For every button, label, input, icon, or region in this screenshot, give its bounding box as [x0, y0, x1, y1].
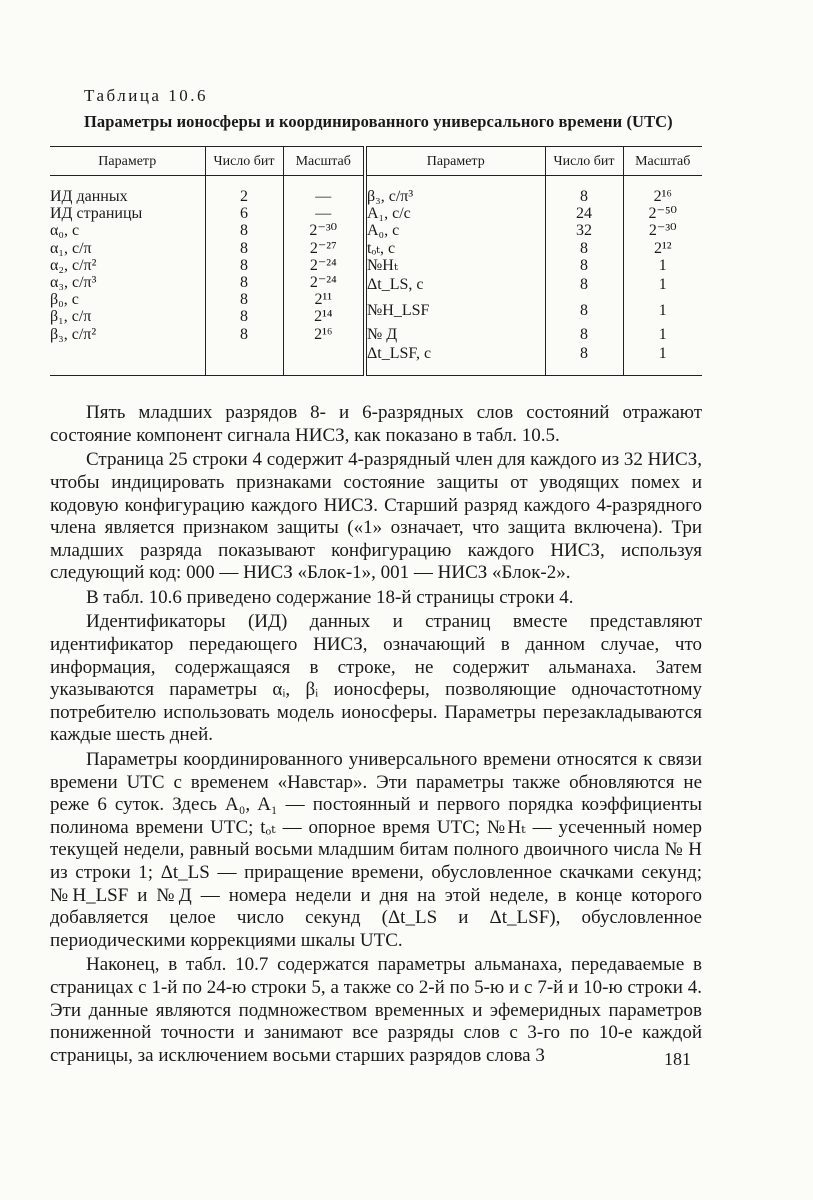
right-bits-cell: 8	[580, 345, 588, 363]
left-bits-cell: 6	[240, 205, 248, 223]
left-scale-cell: 2⁻²⁴	[309, 256, 337, 274]
left-scale-cell: 2¹⁶	[314, 325, 333, 343]
right-bits-cell: 8	[580, 275, 588, 293]
left-param-cell: β₀, с	[50, 291, 79, 309]
left-bits-column	[205, 176, 283, 376]
left-scale-cell: —	[315, 188, 332, 205]
paragraph: В табл. 10.6 приведено содержание 18-й страницы строки 4.	[86, 586, 574, 608]
page	[50, 86, 702, 1069]
right-param-cell: Δt_LSF, с	[367, 345, 432, 363]
left-scale-cell: 2¹⁴	[314, 308, 333, 326]
left-scale-cell: 2¹¹	[314, 291, 333, 309]
left-param-cell: α₃, с/π³	[50, 273, 97, 291]
left-bits-cell: 8	[240, 308, 248, 326]
left-param-cell: α₂, с/π²	[50, 256, 97, 274]
left-param-cell: ИД страницы	[50, 205, 143, 223]
left-bits-cell: 8	[240, 325, 248, 343]
left-param-cell: ИД данных	[50, 188, 128, 205]
right-param-column	[365, 176, 545, 376]
left-bits-cell: 8	[240, 222, 248, 240]
right-bits-cell: 8	[580, 239, 588, 257]
right-bits-cell: 8	[580, 256, 588, 274]
right-param-cell: № Д	[367, 325, 398, 343]
left-scale-cell: 2⁻²⁴	[309, 273, 337, 291]
right-bits-cell: 8	[580, 301, 588, 319]
left-param-cell: α₁, с/π	[50, 239, 92, 257]
left-param-column	[50, 176, 205, 376]
right-scale-cell: 2⁻⁵⁰	[648, 205, 677, 223]
right-param-cell: A₁, с/с	[367, 205, 411, 223]
left-scale-column	[283, 176, 365, 376]
right-param-cell: A₀, с	[367, 222, 400, 240]
left-bits-cell: 2	[240, 188, 248, 205]
left-scale-cell: —	[315, 205, 332, 223]
col-header-param-left: Параметр	[50, 147, 205, 176]
left-bits-cell: 8	[240, 291, 248, 309]
left-bits-cell: 8	[240, 239, 248, 257]
left-scale-cell: 2⁻³⁰	[309, 222, 338, 240]
table-header-row	[50, 147, 702, 176]
left-param-cell: β₁, с/π	[50, 308, 92, 326]
right-scale-cell: 1	[658, 325, 667, 343]
paragraph: Наконец, в табл. 10.7 содержатся параметры альманаха, передаваемые в страницах с 1-й по 24-ю строки 5, а также со 2-й по 5-ю и с 7-й и 10-ю строки 4. Эти данные являются подмножеством временных и эфемеридных параметров пониженной точности и занимают все разряды слов с 3-го по 10-е каждой страницы, за исключением восьми старших разрядов слова 3	[50, 954, 702, 1066]
paragraph: Страница 25 строки 4 содержит 4-разрядный член для каждого из 32 НИСЗ, чтобы индицировать признаками состояние защиты от уводящих помех и кодовую конфигурацию каждого НИСЗ. Старший разряд каждого 4-разрядного члена является признаком защиты («1» означает, что защита включена). Три младших разряда показывают конфигурацию каждого НИСЗ, используя следующий код: 000 — НИСЗ «Блок-1», 001 — НИСЗ «Блок-2».	[50, 449, 702, 584]
col-header-scale-right: Масштаб	[623, 147, 702, 176]
col-header-scale-left: Масштаб	[283, 147, 365, 176]
right-scale-cell: 1	[658, 256, 667, 274]
col-header-param-right: Параметр	[365, 147, 545, 176]
right-param-cell: Δt_LS, с	[367, 275, 424, 293]
paragraph: Пять младших разрядов 8- и 6-разрядных слов состояний отражают состояние компонент сигнала НИСЗ, как показано в табл. 10.5.	[50, 402, 702, 446]
right-bits-cell: 32	[576, 222, 592, 240]
left-param-cell: β₃, с/π²	[50, 325, 97, 343]
right-bits-cell: 24	[576, 205, 592, 223]
right-param-cell: №H_LSF	[367, 301, 430, 319]
col-header-bits-left: Число бит	[205, 147, 283, 176]
left-bits-cell: 8	[240, 273, 248, 291]
left-scale-cell: 2⁻²⁷	[309, 239, 337, 257]
right-param-cell: tₒₜ, с	[367, 239, 396, 257]
right-bits-cell: 8	[580, 325, 588, 343]
right-scale-cell: 1	[658, 345, 667, 363]
right-param-cell: β₃, с/π³	[367, 188, 414, 205]
paragraph: Идентификаторы (ИД) данных и страниц вместе представляют идентификатор передающего НИСЗ, означающий в данном случае, что информация, содержащаяся в строке, не содержит альманаха. Затем указываются параметры αᵢ, βᵢ ионосферы, позволяющие одночастотному потребителю использовать модель ионосферы. Параметры перезакладываются каждые шесть дней.	[50, 611, 702, 746]
parameters-table	[50, 146, 702, 376]
right-scale-cell: 2¹⁶	[653, 188, 672, 205]
right-scale-column	[623, 176, 702, 376]
table-caption-title: Параметры ионосферы и координированного универсального времени (UTC)	[84, 112, 673, 131]
right-scale-cell: 1	[658, 275, 667, 293]
col-header-bits-right: Число бит	[545, 147, 623, 176]
right-scale-cell: 1	[658, 301, 667, 319]
right-scale-cell: 2¹²	[653, 239, 672, 257]
table-caption-label: Таблица 10.6	[84, 86, 208, 105]
page-number: 181	[664, 1049, 691, 1069]
body-text	[50, 402, 702, 1067]
right-bits-cell: 8	[580, 188, 588, 205]
right-param-cell: №Hₜ	[367, 256, 398, 274]
right-bits-column	[545, 176, 623, 376]
table-body-row	[50, 176, 702, 376]
right-scale-cell: 2⁻³⁰	[648, 222, 677, 240]
left-param-cell: α₀, с	[50, 222, 80, 240]
left-bits-cell: 8	[240, 256, 248, 274]
paragraph: Параметры координированного универсального времени относятся к связи времени UTC с временем «Навстар». Эти параметры также обновляются не реже 6 суток. Здесь A₀, A₁ — постоянный и первого порядка коэффициенты полинома времени UTC; tₒₜ — опорное время UTC; №Hₜ — усеченный номер текущей недели, равный восьми младшим битам полного двоичного числа № H из строки 1; Δt_LS — приращение времени, обусловленное скачками секунд; №H_LSF и №Д — номера недели и дня на этой неделе, в конце которого добавляется целое число секунд (Δt_LS и Δt_LSF), обусловленное периодическими коррекциями шкалы UTC.	[50, 749, 702, 951]
